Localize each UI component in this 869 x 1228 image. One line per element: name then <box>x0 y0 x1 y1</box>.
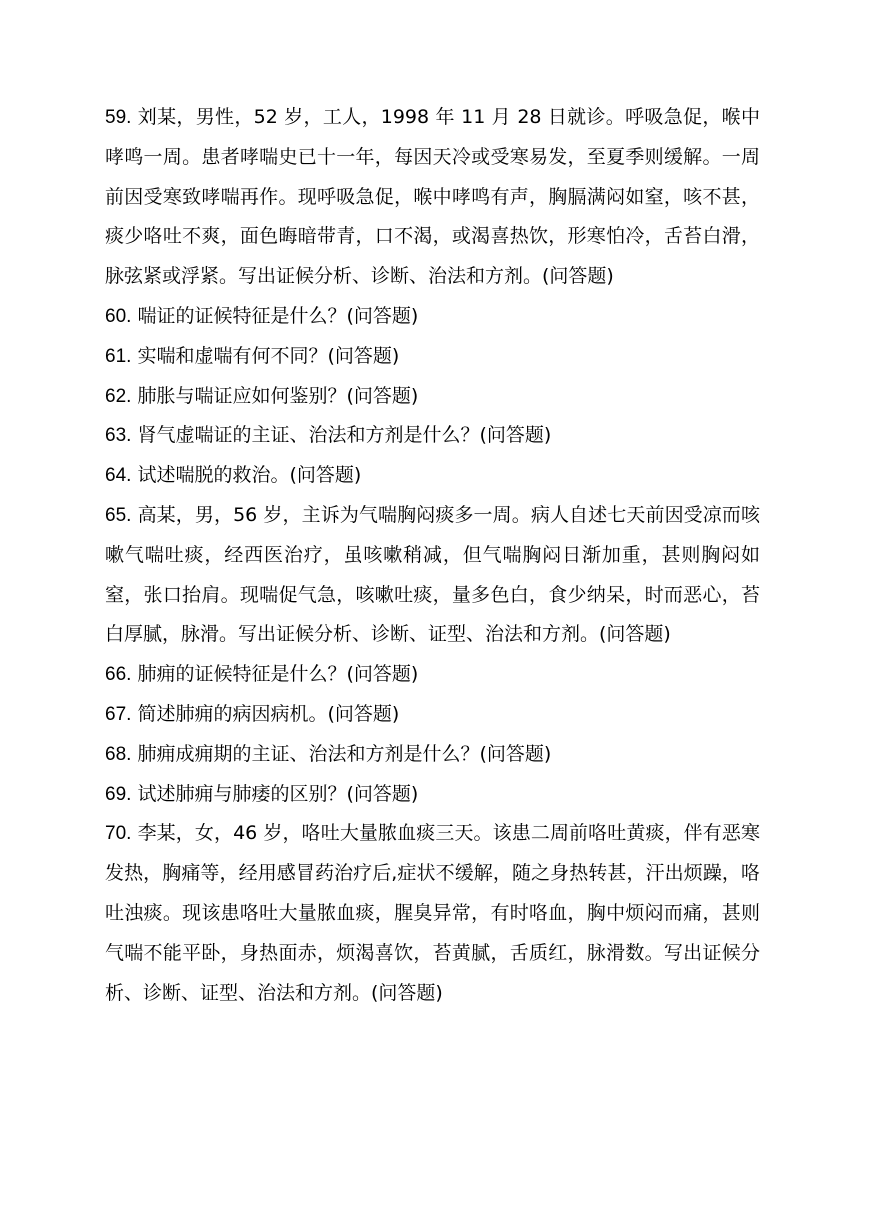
question-67 <box>105 695 760 735</box>
question-number: 60. <box>105 305 132 327</box>
question-number: 62. <box>105 385 132 407</box>
question-text: 喘证的证候特征是什么？(问答题) <box>131 304 419 327</box>
question-text: 高某，男，56 岁，主诉为气喘胸闷痰多一周。病人自述七天前因受凉而咳嗽气喘吐痰，经西医治疗，虽咳嗽稍减，但气喘胸闷日渐加重，甚则胸闷如窒，张口抬肩。现喘促气急，咳嗽吐痰，量多色白，食少纳呆，时而恶心，苔白厚腻，脉滑。写出证候分析、诊断、证型、治法和方剂。(问答题) <box>105 503 760 646</box>
question-65 <box>105 496 760 655</box>
question-text: 刘某，男性，52 岁，工人，1998 年 11 月 28 日就诊。呼吸急促，喉中哮鸣一周。患者哮喘史已十一年，每因天冷或受寒易发，至夏季则缓解。一周前因受寒致哮喘再作。现呼吸急促，喉中哮鸣有声，胸膈满闷如窒，咳不甚，痰少咯吐不爽，面色晦暗带青，口不渴，或渴喜热饮，形寒怕冷，舌苔白滑，脉弦紧或浮紧。写出证候分析、诊断、治法和方剂。(问答题) <box>105 106 760 288</box>
question-62 <box>105 377 760 417</box>
question-number: 61. <box>105 345 132 367</box>
question-text: 肾气虚喘证的主证、治法和方剂是什么？(问答题) <box>131 424 552 447</box>
question-number: 70. <box>105 823 132 845</box>
question-text: 试述喘脱的救治。(问答题) <box>131 464 362 487</box>
question-63 <box>105 416 760 456</box>
question-60 <box>105 297 760 337</box>
question-list <box>105 98 760 1013</box>
question-number: 59. <box>105 107 132 128</box>
question-number: 68. <box>105 743 132 765</box>
question-number: 67. <box>105 703 132 725</box>
question-61 <box>105 337 760 377</box>
question-text: 肺胀与喘证应如何鉴别？(问答题) <box>131 384 419 407</box>
question-number: 64. <box>105 465 132 487</box>
question-69 <box>105 775 760 815</box>
question-number: 69. <box>105 783 132 805</box>
question-text: 简述肺痈的病因病机。(问答题) <box>131 702 400 725</box>
question-text: 肺痈的证候特征是什么？(问答题) <box>131 663 419 686</box>
question-text: 李某，女，46 岁，咯吐大量脓血痰三天。该患二周前咯吐黄痰，伴有恶寒发热，胸痛等，经用感冒药治疗后,症状不缓解，随之身热转甚，汗出烦躁，咯吐浊痰。现该患咯吐大量脓血痰，腥臭异常，有时咯血，胸中烦闷而痛，甚则气喘不能平卧，身热面赤，烦渴喜饮，苔黄腻，舌质红，脉滑数。写出证候分析、诊断、证型、治法和方剂。(问答题) <box>105 822 760 1004</box>
question-number: 66. <box>105 664 132 686</box>
question-68 <box>105 735 760 775</box>
question-59 <box>105 98 760 297</box>
question-66 <box>105 655 760 695</box>
question-text: 实喘和虚喘有何不同？(问答题) <box>131 344 400 367</box>
question-number: 65. <box>105 504 132 526</box>
question-64 <box>105 456 760 496</box>
question-number: 63. <box>105 425 132 447</box>
question-70 <box>105 814 760 1013</box>
question-text: 试述肺痈与肺痿的区别？(问答题) <box>131 782 419 805</box>
question-text: 肺痈成痈期的主证、治法和方剂是什么？(问答题) <box>131 742 552 765</box>
